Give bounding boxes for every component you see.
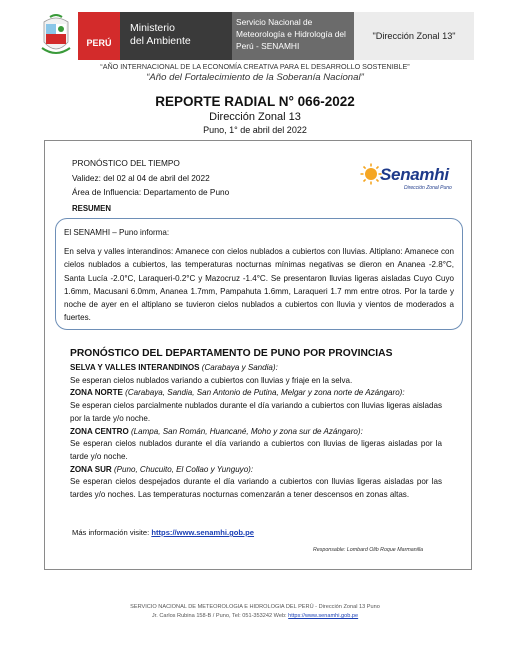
section-areas: (Puno, Chucuito, El Collao y Yunguyo): bbox=[113, 464, 254, 474]
peru-coat-of-arms-icon bbox=[36, 12, 76, 60]
service-line3: Perú - SENAMHI bbox=[236, 41, 300, 51]
area-text: Área de Influencia: Departamento de Puno bbox=[72, 187, 230, 197]
country-label: PERÚ bbox=[78, 12, 120, 60]
senamhi-link[interactable]: https://www.senamhi.gob.pe bbox=[151, 528, 255, 537]
province-section bbox=[70, 426, 442, 464]
section-text: Se esperan cielos parcialmente nublados durante el día variando a cubiertos con lluvias ligeras aisladas por la tarde y/o noche. bbox=[70, 401, 442, 423]
zone-tag: "Dirección Zonal 13" bbox=[354, 12, 474, 60]
section-text: Se esperan cielos nublados variando a cubiertos con lluvias y friaje en la selva. bbox=[70, 375, 353, 385]
ministry-label bbox=[120, 12, 232, 60]
responsible-note: Responsable: Lombard Olib Roque Marmanilla bbox=[313, 547, 424, 553]
more-info bbox=[72, 528, 254, 537]
forecast-meta bbox=[72, 156, 229, 200]
validity-text: Validez: del 02 al 04 de abril del 2022 bbox=[72, 172, 210, 183]
province-section bbox=[70, 362, 442, 387]
summary-intro: El SENAMHI – Puno informa: bbox=[64, 228, 170, 237]
more-info-label: Más información visite: bbox=[72, 528, 150, 537]
section-areas: (Lampa, San Román, Huancané, Moho y zona sur de Azángaro): bbox=[130, 426, 363, 436]
footer-line2: Jr. Carlos Rubina 158-B / Puno, Tel: 051-353242 Web: bbox=[151, 613, 287, 619]
logo-subtitle: Dirección Zonal Puno bbox=[404, 185, 452, 191]
ministry-line2: del Ambiente bbox=[130, 35, 191, 47]
province-section bbox=[70, 387, 442, 425]
year-name: “AÑO INTERNACIONAL DE LA ECONOMÍA CREATIVA PARA EL DESARROLLO SOSTENIBLE” bbox=[100, 62, 410, 71]
province-heading: PRONÓSTICO DEL DEPARTAMENTO DE PUNO POR PROVINCIAS bbox=[70, 348, 393, 359]
summary-box bbox=[55, 218, 463, 330]
province-section bbox=[70, 464, 442, 502]
summary-body: En selva y valles interandinos: Amanece con cielos nublados a cubiertos con lluvias. Altiplano: Amanece con cielos nublados a cubiertos, las temperaturas nocturnas mínimas negativas se dieron en Ananea -2.8°C, Santa Lucía -2.0°C, Laraqueri-0.2°C y Mazocruz -1.4°C. Se presentaron lluvias ligeras aisladas Cuyo Cuyo 1.6mm, Macusani 6.0mm, Ananea 1.7mm, Pampahuta 1.6mm, Laraqueri 1.7 mm entre otros. Por la tarde y noche de ayer en el altiplano se tuvieron cielos nublados a cubiertos con lluvia y vientos de moderados a fuertes. bbox=[64, 247, 454, 323]
report-subtitle: Dirección Zonal 13 bbox=[209, 111, 301, 123]
section-areas: (Carabaya, Sandia, San Antonio de Putina, Melgar y zona norte de Azángaro): bbox=[125, 388, 405, 398]
service-line1: Servicio Nacional de bbox=[236, 17, 313, 27]
summary-label: RESUMEN bbox=[72, 204, 111, 213]
footer-link[interactable]: https://www.senamhi.gob.pe bbox=[288, 613, 359, 619]
ministry-line1: Ministerio bbox=[130, 22, 175, 34]
section-text: Se esperan cielos nublados durante el día variando a cubiertos con lluvias de ligeras aisladas por la tarde y/o noche. bbox=[70, 439, 442, 461]
sun-icon bbox=[360, 163, 382, 185]
section-name: ZONA CENTRO bbox=[70, 426, 129, 436]
footer-line1: SERVICIO NACIONAL DE METEOROLOGIA E HIDROLOGIA DEL PERÚ - Dirección Zonal 13 Puno bbox=[130, 604, 380, 610]
logo-name: Senamhi bbox=[380, 165, 449, 184]
province-forecast bbox=[70, 347, 442, 502]
report-title: REPORTE RADIAL N° 066-2022 bbox=[155, 94, 355, 109]
section-name: ZONA NORTE bbox=[70, 388, 123, 398]
footer bbox=[0, 603, 510, 621]
year-motto: “Año del Fortalecimiento de la Soberanía Nacional” bbox=[146, 72, 364, 83]
senamhi-logo bbox=[360, 163, 456, 197]
service-label bbox=[232, 12, 354, 60]
report-date: Puno, 1° de abril del 2022 bbox=[203, 125, 307, 135]
section-name: ZONA SUR bbox=[70, 464, 112, 474]
section-areas: (Carabaya y Sandia): bbox=[201, 363, 278, 372]
header-band bbox=[36, 12, 474, 60]
forecast-label: PRONÓSTICO DEL TIEMPO bbox=[72, 158, 180, 168]
section-name: SELVA Y VALLES INTERANDINOS bbox=[70, 363, 200, 372]
service-line2: Meteorología e Hidrología del bbox=[236, 29, 346, 39]
section-text: Se esperan cielos despejados durante el día variando a cubiertos con lluvias ligeras aisladas por las tardes y/o noches. Las temperaturas nocturnas comenzarán a tener descensos en zonas altas. bbox=[70, 477, 442, 500]
